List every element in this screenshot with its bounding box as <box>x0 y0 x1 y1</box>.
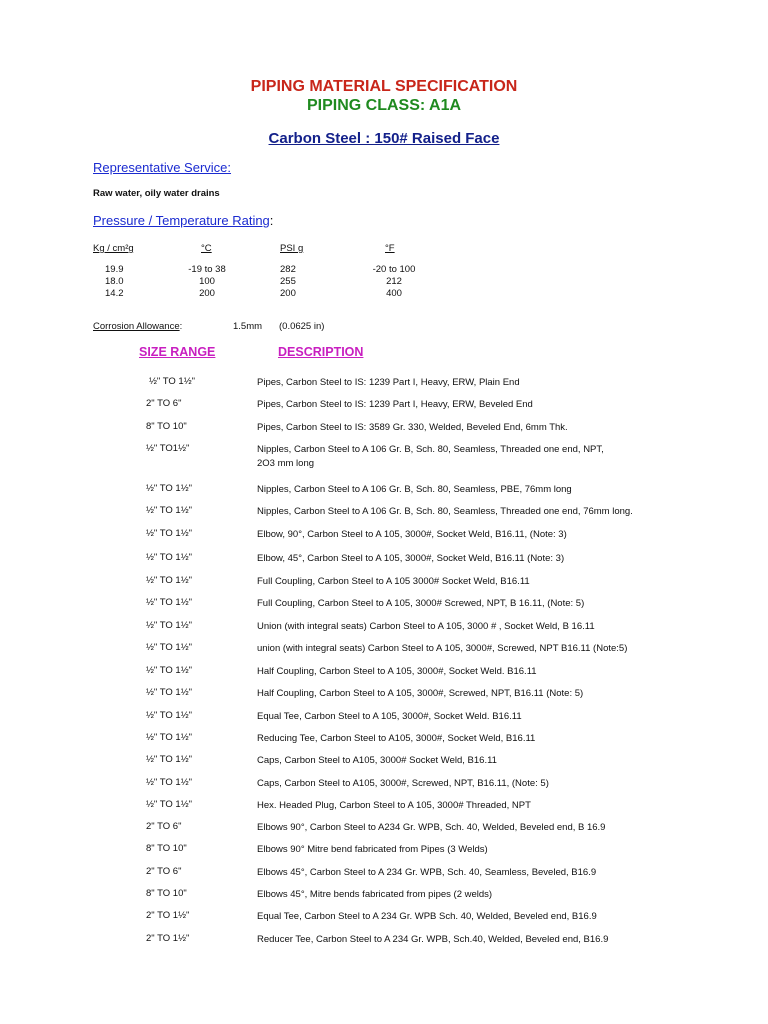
material-subtitle: Carbon Steel : 150# Raised Face <box>268 130 500 147</box>
description-cell: Caps, Carbon Steel to A105, 3000# Socket Weld, B16.11 <box>257 755 497 766</box>
size-range-cell: ½" TO 1½" <box>146 575 193 586</box>
rating-col-degf: °F <box>385 243 395 254</box>
description-cell: Full Coupling, Carbon Steel to A 105, 3000# Screwed, NPT, B 16.11, (Note: 5) <box>257 598 585 609</box>
description-cell: Full Coupling, Carbon Steel to A 105 3000# Socket Weld, B16.11 <box>257 576 530 587</box>
rating-cell: 18.0 <box>105 276 124 287</box>
size-range-cell: 2" TO 1½" <box>146 933 190 944</box>
rating-col-psig: PSI g <box>280 243 304 254</box>
size-range-cell: ½" TO 1½" <box>146 665 193 676</box>
rating-cell: 14.2 <box>105 288 124 299</box>
size-range-cell: ½" TO 1½" <box>146 754 193 765</box>
rating-cell: -20 to 100 <box>372 264 416 275</box>
rating-cell: 212 <box>386 276 402 287</box>
service-text: Raw water, oily water drains <box>93 188 220 199</box>
rating-cell: 255 <box>280 276 296 287</box>
description-cell: Nipples, Carbon Steel to A 106 Gr. B, Sch. 80, Seamless, Threaded one end, NPT, 2O3 mm long <box>257 444 604 469</box>
rating-cell: 200 <box>199 288 215 299</box>
rating-cell: -19 to 38 <box>188 264 226 275</box>
size-range-cell: ½" TO 1½" <box>146 799 193 810</box>
size-range-cell: ½" TO 1½" <box>149 376 196 387</box>
size-range-cell: ½" TO 1½" <box>146 687 193 698</box>
corrosion-mm: 1.5mm <box>233 321 263 332</box>
description-cell: Elbows 90° Mitre bend fabricated from Pipes (3 Welds) <box>257 844 488 855</box>
rating-cell: 200 <box>280 288 296 299</box>
size-range-cell: ½" TO 1½" <box>146 483 193 494</box>
description-cell: Nipples, Carbon Steel to A 106 Gr. B, Sch. 80, Seamless, Threaded one end, 76mm long. <box>257 506 633 517</box>
corrosion-label: Corrosion Allowance <box>93 321 180 332</box>
description-heading: DESCRIPTION <box>278 345 364 359</box>
description-cell: Elbows 90°, Carbon Steel to A234 Gr. WPB, Sch. 40, Welded, Beveled end, B 16.9 <box>257 822 606 833</box>
size-range-heading: SIZE RANGE <box>139 345 216 359</box>
size-range-cell: ½" TO 1½" <box>146 777 193 788</box>
size-range-cell: ½" TO 1½" <box>146 642 193 653</box>
size-range-cell: 2" TO 6" <box>146 821 182 832</box>
description-cell: Elbows 45°, Mitre bends fabricated from pipes (2 welds) <box>257 889 493 900</box>
size-range-cell: ½" TO 1½" <box>146 528 193 539</box>
size-range-cell: 8" TO 10" <box>146 888 187 899</box>
description-cell: Pipes, Carbon Steel to IS: 1239 Part I, Heavy, ERW, Beveled End <box>257 399 533 410</box>
size-range-cell: ½" TO 1½" <box>146 620 193 631</box>
corrosion-label-colon: : <box>179 321 183 332</box>
corrosion-in: (0.0625 in) <box>279 321 325 332</box>
rating-cell: 19.9 <box>105 264 124 275</box>
rating-heading-wrap <box>93 213 273 228</box>
description-cell: union (with integral seats) Carbon Steel to A 105, 3000#, Screwed, NPT B16.11 (Note:5) <box>257 643 628 654</box>
size-range-cell: ½" TO 1½" <box>146 505 193 516</box>
description-cell: Elbow, 45°, Carbon Steel to A 105, 3000#, Socket Weld, B16.11 (Note: 3) <box>257 553 565 564</box>
description-cell: Pipes, Carbon Steel to IS: 3589 Gr. 330, Welded, Beveled End, 6mm Thk. <box>257 422 568 433</box>
size-range-cell: ½" TO 1½" <box>146 552 193 563</box>
size-range-cell: 2" TO 6" <box>146 398 182 409</box>
rating-heading-colon: : <box>269 213 274 228</box>
description-cell: Pipes, Carbon Steel to IS: 1239 Part I, Heavy, ERW, Plain End <box>257 377 520 388</box>
description-cell: Reducing Tee, Carbon Steel to A105, 3000#, Socket Weld, B16.11 <box>257 733 536 744</box>
rating-heading: Pressure / Temperature Rating <box>93 213 270 228</box>
size-range-cell: 2" TO 6" <box>146 866 182 877</box>
size-range-cell: ½" TO 1½" <box>146 710 193 721</box>
description-cell: Half Coupling, Carbon Steel to A 105, 3000#, Screwed, NPT, B16.11 (Note: 5) <box>257 688 584 699</box>
description-cell: Equal Tee, Carbon Steel to A 234 Gr. WPB Sch. 40, Welded, Beveled end, B16.9 <box>257 911 597 922</box>
description-cell: Reducer Tee, Carbon Steel to A 234 Gr. WPB, Sch.40, Welded, Beveled end, B16.9 <box>257 934 609 945</box>
description-cell: Half Coupling, Carbon Steel to A 105, 3000#, Socket Weld. B16.11 <box>257 666 537 677</box>
rating-cell: 100 <box>199 276 215 287</box>
rating-cell: 400 <box>386 288 402 299</box>
size-range-cell: 8" TO 10" <box>146 843 187 854</box>
rating-col-kgcm2: Kg / cm²g <box>93 243 134 254</box>
rating-cell: 282 <box>280 264 296 275</box>
description-cell: Elbows 45°, Carbon Steel to A 234 Gr. WPB, Sch. 40, Seamless, Beveled, B16.9 <box>257 867 597 878</box>
size-range-cell: ½" TO 1½" <box>146 597 193 608</box>
piping-class-title: PIPING CLASS: A1A <box>306 97 462 114</box>
size-range-cell: 2" TO 1½" <box>146 910 190 921</box>
rating-col-degc: °C <box>201 243 212 254</box>
service-heading: Representative Service: <box>93 160 232 175</box>
size-range-cell: ½" TO1½" <box>146 443 190 454</box>
description-cell: Equal Tee, Carbon Steel to A 105, 3000#, Socket Weld. B16.11 <box>257 711 522 722</box>
spec-title: PIPING MATERIAL SPECIFICATION <box>250 78 518 95</box>
description-cell: Nipples, Carbon Steel to A 106 Gr. B, Sch. 80, Seamless, PBE, 76mm long <box>257 484 572 495</box>
corrosion-label-wrap <box>93 321 182 332</box>
size-range-cell: 8" TO 10" <box>146 421 187 432</box>
description-cell: Union (with integral seats) Carbon Steel to A 105, 3000 # , Socket Weld, B 16.11 <box>257 621 595 632</box>
size-range-cell: ½" TO 1½" <box>146 732 193 743</box>
description-cell: Elbow, 90°, Carbon Steel to A 105, 3000#, Socket Weld, B16.11, (Note: 3) <box>257 529 567 540</box>
description-cell: Caps, Carbon Steel to A105, 3000#, Screwed, NPT, B16.11, (Note: 5) <box>257 778 549 789</box>
description-cell: Hex. Headed Plug, Carbon Steel to A 105, 3000# Threaded, NPT <box>257 800 531 811</box>
